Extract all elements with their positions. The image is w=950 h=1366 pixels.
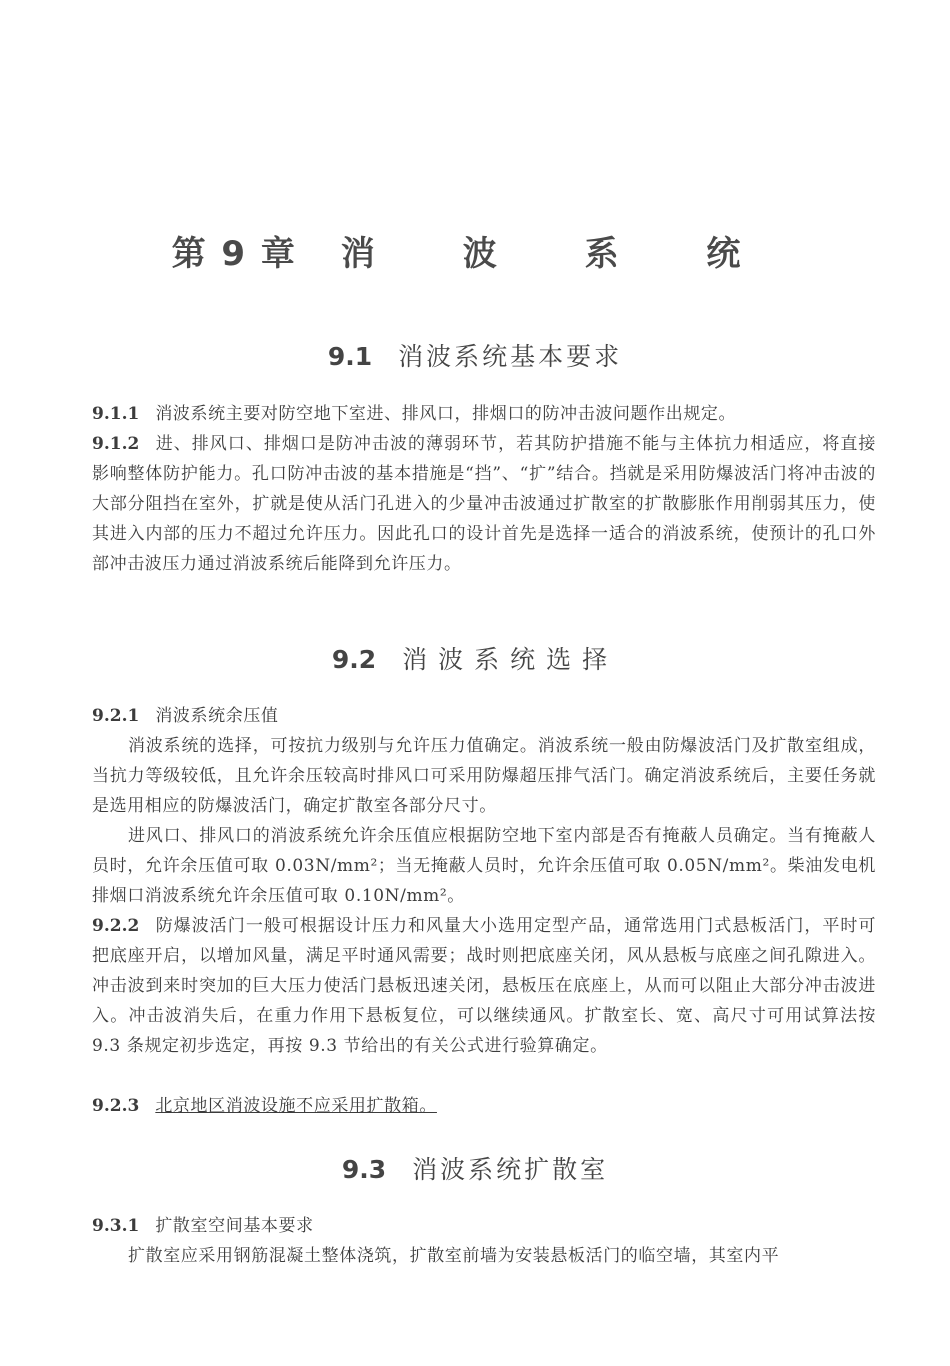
section-heading-9-1 <box>0 337 950 373</box>
clause-number: 9.2.2 <box>92 916 140 936</box>
clause-text: 防爆波活门一般可根据设计压力和风量大小选用定型产品，通常选用门式悬板活门，平时可把底座开启，以增加风量，满足平时通风需要；战时则把底座关闭，风从悬板与底座之间孔隙进入。冲击波到来时突加的巨大压力使活门悬板迅速关闭，悬板压在底座上，从而可以阻止大部分冲击波进入。冲击波消失后，在重力作用下悬板复位，可以继续通风。扩散室长、宽、高尺寸可用试算法按 9.3 条规定初步选定，再按 9.3 节给出的有关公式进行验算确定。 <box>92 916 876 1056</box>
clause-9-3-1 <box>92 1211 876 1241</box>
clause-number: 9.1.2 <box>92 434 140 454</box>
paragraph-text: 进风口、排风口的消波系统允许余压值应根据防空地下室内部是否有掩蔽人员确定。当有掩蔽人员时，允许余压值可取 0.03N/mm²；当无掩蔽人员时，允许余压值可取 0.05N/mm²。柴油发电机排烟口消波系统允许余压值可取 0.10N/mm²。 <box>92 826 876 906</box>
section-heading-9-2 <box>0 640 950 676</box>
chapter-heading <box>0 226 950 275</box>
paragraph-text: 消波系统的选择，可按抗力级别与允许压力值确定。消波系统一般由防爆波活门及扩散室组成，当抗力等级较低，且允许余压较高时排风口可采用防爆超压排气活门。确定消波系统后，主要任务就是选用相应的防爆波活门，确定扩散室各部分尺寸。 <box>92 736 876 816</box>
clause-number: 9.3.1 <box>92 1216 140 1236</box>
clause-text: 北京地区消波设施不应采用扩散箱。 <box>155 1096 437 1116</box>
clause-number: 9.2.1 <box>92 706 140 726</box>
paragraph-text: 扩散室应采用钢筋混凝土整体浇筑，扩散室前墙为安装悬板活门的临空墙，其室内平 <box>128 1246 780 1266</box>
clause-9-1-1 <box>92 399 876 429</box>
section-number: 9.2 <box>331 645 377 674</box>
clause-9-1-2 <box>92 429 876 579</box>
clause-9-2-2 <box>92 911 876 1061</box>
paragraph-9-2-1-a <box>92 731 876 821</box>
section-number: 9.3 <box>341 1155 387 1184</box>
section-heading-9-3 <box>0 1150 950 1186</box>
section-title: 消波系统基本要求 <box>398 342 623 371</box>
clause-title: 消波系统余压值 <box>155 706 279 726</box>
clause-9-2-3 <box>92 1091 876 1121</box>
clause-number: 9.2.3 <box>92 1096 140 1116</box>
clause-9-2-1 <box>92 701 876 731</box>
section-title: 消波系统选择 <box>402 645 619 674</box>
clause-title: 扩散室空间基本要求 <box>155 1216 314 1236</box>
clause-text: 进、排风口、排烟口是防冲击波的薄弱环节，若其防护措施不能与主体抗力相适应，将直接影响整体防护能力。孔口防冲击波的基本措施是“挡”、“扩”结合。挡就是采用防爆波活门将冲击波的大部分阻挡在室外，扩就是使从活门孔进入的少量冲击波通过扩散室的扩散膨胀作用削弱其压力，使其进入内部的压力不超过允许压力。因此孔口的设计首先是选择一适合的消波系统，使预计的孔口外部冲击波压力通过消波系统后能降到允许压力。 <box>92 434 876 574</box>
section-number: 9.1 <box>327 342 373 371</box>
paragraph-9-2-1-b <box>92 821 876 911</box>
section-title: 消波系统扩散室 <box>412 1155 609 1184</box>
paragraph-9-3-1 <box>92 1241 876 1271</box>
clause-number: 9.1.1 <box>92 404 140 424</box>
chapter-title: 消 波 系 统 <box>340 234 779 274</box>
clause-text: 消波系统主要对防空地下室进、排风口，排烟口的防冲击波问题作出规定。 <box>155 404 737 424</box>
chapter-number: 第 9 章 <box>171 234 297 274</box>
